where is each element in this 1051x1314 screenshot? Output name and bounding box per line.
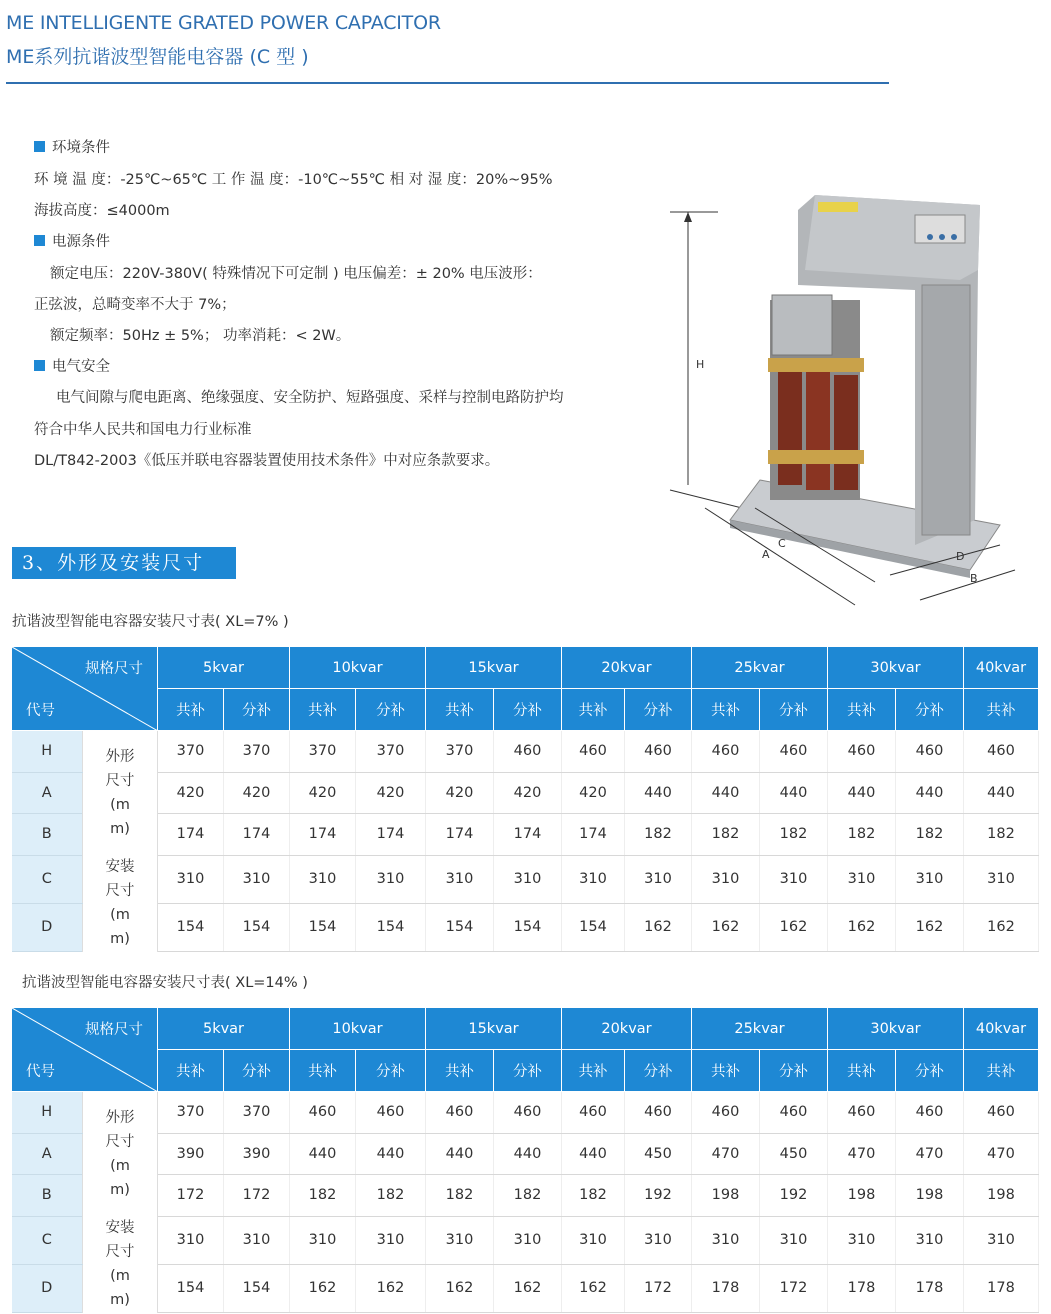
table-cell: 174: [562, 814, 625, 856]
table-cell: 162: [828, 903, 896, 951]
table-cell: 310: [224, 1216, 290, 1264]
table-cell: 178: [896, 1264, 964, 1312]
sub-header-split: 分补: [625, 1050, 692, 1092]
spec-header-5kvar: 5kvar: [158, 1008, 290, 1050]
table-cell: 162: [760, 903, 828, 951]
sub-header-common: 共补: [828, 689, 896, 731]
table-row: [12, 1133, 1039, 1175]
table-cell: 310: [494, 1216, 562, 1264]
sub-header-split: 分补: [494, 1050, 562, 1092]
sub-header-common: 共补: [290, 689, 356, 731]
sub-header-common: 共补: [426, 1050, 494, 1092]
table-cell: 198: [828, 1175, 896, 1217]
table-cell: 370: [224, 731, 290, 773]
title-divider: [6, 82, 889, 84]
table-cell: 460: [494, 1092, 562, 1134]
table-row: [12, 1092, 1039, 1134]
group-outline-size: 外形尺寸(mm): [83, 1092, 158, 1217]
title-chinese: ME系列抗谐波型智能电容器 (C 型 ): [6, 46, 309, 68]
sub-header-split: 分补: [896, 689, 964, 731]
table-cell: 172: [625, 1264, 692, 1312]
table-cell: 310: [625, 1216, 692, 1264]
sub-header-common: 共补: [964, 1050, 1039, 1092]
power-heading: 电源条件: [34, 230, 110, 251]
table-cell: 440: [964, 772, 1039, 814]
table-cell: 440: [426, 1133, 494, 1175]
code-label: 代号: [26, 703, 55, 719]
table-cell: 182: [562, 1175, 625, 1217]
spec-header-5kvar: 5kvar: [158, 647, 290, 689]
table-cell: 154: [158, 903, 224, 951]
table-cell: 172: [760, 1264, 828, 1312]
table-cell: 450: [760, 1133, 828, 1175]
spec-header-30kvar: 30kvar: [828, 647, 964, 689]
table-cell: 370: [158, 731, 224, 773]
sub-header-split: 分补: [494, 689, 562, 731]
spec-header-30kvar: 30kvar: [828, 1008, 964, 1050]
table-cell: 198: [964, 1175, 1039, 1217]
table-cell: 310: [290, 1216, 356, 1264]
sub-header-split: 分补: [760, 689, 828, 731]
safety-heading: 电气安全: [34, 355, 110, 376]
table-cell: 460: [356, 1092, 426, 1134]
table-cell: 440: [896, 772, 964, 814]
spec-header-10kvar: 10kvar: [290, 1008, 426, 1050]
table-cell: 470: [828, 1133, 896, 1175]
table-cell: 162: [692, 903, 760, 951]
table-cell: 174: [426, 814, 494, 856]
spec-header-40kvar: 40kvar: [964, 1008, 1039, 1050]
sub-header-common: 共补: [692, 689, 760, 731]
table-cell: 310: [625, 855, 692, 903]
table-body-xl7: [12, 731, 1039, 952]
table-cell: 162: [494, 1264, 562, 1312]
table-cell: 310: [964, 855, 1039, 903]
table-cell: 440: [625, 772, 692, 814]
table-cell: 174: [158, 814, 224, 856]
safety-line-1: 电气间隙与爬电距离、绝缘强度、安全防护、短路强度、采样与控制电路防护均: [56, 390, 564, 406]
table-cell: 162: [896, 903, 964, 951]
table-cell: 198: [896, 1175, 964, 1217]
spec-header-15kvar: 15kvar: [426, 1008, 562, 1050]
sub-header-split: 分补: [224, 689, 290, 731]
table-cell: 182: [692, 814, 760, 856]
table-row: [12, 903, 1039, 951]
bullet-square-icon: [34, 235, 45, 246]
sub-header-split: 分补: [625, 689, 692, 731]
table-cell: 440: [290, 1133, 356, 1175]
table-cell: 154: [224, 1264, 290, 1312]
table-cell: 370: [356, 731, 426, 773]
env-line-1: 环 境 温 度：-25℃~65℃ 工 作 温 度：-10℃~55℃ 相 对 湿 度：20%~95%: [34, 172, 553, 188]
table-cell: 174: [290, 814, 356, 856]
table-row: [12, 731, 1039, 773]
row-code: D: [12, 1264, 83, 1312]
table-cell: 310: [760, 1216, 828, 1264]
sub-header-split: 分补: [896, 1050, 964, 1092]
table-cell: 310: [896, 1216, 964, 1264]
table-cell: 460: [290, 1092, 356, 1134]
table-cell: 310: [692, 1216, 760, 1264]
table-cell: 310: [158, 1216, 224, 1264]
table-cell: 420: [356, 772, 426, 814]
table-cell: 154: [224, 903, 290, 951]
table-cell: 460: [562, 1092, 625, 1134]
table-cell: 182: [290, 1175, 356, 1217]
table-cell: 460: [760, 1092, 828, 1134]
table-corner-header: [12, 647, 158, 731]
dimension-label-c: C: [778, 537, 786, 550]
table-cell: 182: [828, 814, 896, 856]
table-cell: 440: [356, 1133, 426, 1175]
table-cell: 460: [692, 1092, 760, 1134]
table-cell: 470: [896, 1133, 964, 1175]
table-cell: 178: [692, 1264, 760, 1312]
table-cell: 420: [494, 772, 562, 814]
table-cell: 154: [290, 903, 356, 951]
dimension-label-d: D: [956, 550, 965, 563]
sub-header-common: 共补: [158, 689, 224, 731]
group-outline-size: 外形尺寸(mm): [83, 731, 158, 856]
table-cell: 310: [828, 855, 896, 903]
table-cell: 370: [158, 1092, 224, 1134]
table-cell: 182: [494, 1175, 562, 1217]
table-cell: 154: [356, 903, 426, 951]
code-label: 代号: [26, 1064, 55, 1080]
table-cell: 310: [224, 855, 290, 903]
table-cell: 310: [562, 855, 625, 903]
row-code: B: [12, 814, 83, 856]
spec-header-20kvar: 20kvar: [562, 647, 692, 689]
table-cell: 310: [896, 855, 964, 903]
section-title: 3、外形及安装尺寸: [12, 547, 236, 579]
dimension-label-a: A: [762, 548, 770, 561]
spec-header-15kvar: 15kvar: [426, 647, 562, 689]
table-cell: 310: [158, 855, 224, 903]
spec-header-40kvar: 40kvar: [964, 647, 1039, 689]
table-row: [12, 1216, 1039, 1264]
title-english: ME INTELLIGENTE GRATED POWER CAPACITOR: [6, 12, 441, 34]
table-cell: 450: [625, 1133, 692, 1175]
table-cell: 420: [562, 772, 625, 814]
row-code: C: [12, 855, 83, 903]
spec-size-label: 规格尺寸: [85, 661, 143, 677]
spec-header-25kvar: 25kvar: [692, 647, 828, 689]
table-cell: 370: [290, 731, 356, 773]
sub-header-common: 共补: [290, 1050, 356, 1092]
row-code: A: [12, 772, 83, 814]
table-cell: 440: [562, 1133, 625, 1175]
table-cell: 162: [562, 1264, 625, 1312]
bullet-square-icon: [34, 141, 45, 152]
spec-header-10kvar: 10kvar: [290, 647, 426, 689]
table-cell: 174: [356, 814, 426, 856]
table-cell: 460: [760, 731, 828, 773]
table-cell: 440: [760, 772, 828, 814]
sub-header-split: 分补: [356, 1050, 426, 1092]
table-caption-xl7: 抗谐波型智能电容器安装尺寸表( XL=7% ): [12, 614, 289, 630]
safety-line-2: 符合中华人民共和国电力行业标准: [34, 422, 252, 438]
row-code: A: [12, 1133, 83, 1175]
dimension-table-xl14: [11, 1007, 1039, 1313]
row-code: B: [12, 1175, 83, 1217]
table-cell: 420: [224, 772, 290, 814]
table-cell: 192: [625, 1175, 692, 1217]
sub-header-split: 分补: [760, 1050, 828, 1092]
table-cell: 174: [494, 814, 562, 856]
table-cell: 182: [896, 814, 964, 856]
table-cell: 182: [760, 814, 828, 856]
dimension-label-h: H: [696, 358, 705, 371]
sub-header-common: 共补: [692, 1050, 760, 1092]
table-cell: 198: [692, 1175, 760, 1217]
table-cell: 420: [158, 772, 224, 814]
table-cell: 310: [356, 855, 426, 903]
table-cell: 460: [964, 1092, 1039, 1134]
table-cell: 460: [828, 1092, 896, 1134]
env-line-2: 海拔高度：≤4000m: [34, 203, 170, 219]
row-code: H: [12, 1092, 83, 1134]
table-cell: 440: [828, 772, 896, 814]
table-cell: 390: [224, 1133, 290, 1175]
row-code: D: [12, 903, 83, 951]
dimension-table-xl7: [11, 646, 1039, 952]
table-cell: 440: [494, 1133, 562, 1175]
table-cell: 162: [290, 1264, 356, 1312]
table-cell: 192: [760, 1175, 828, 1217]
row-code: H: [12, 731, 83, 773]
table-cell: 460: [692, 731, 760, 773]
table-row: [12, 814, 1039, 856]
power-line-2: 正弦波，总畸变率不大于 7%；: [34, 297, 236, 313]
table-cell: 460: [625, 1092, 692, 1134]
row-code: C: [12, 1216, 83, 1264]
power-line-3: 额定频率：50Hz ± 5%； 功率消耗：< 2W。: [50, 328, 351, 344]
table-cell: 172: [224, 1175, 290, 1217]
table-cell: 162: [964, 903, 1039, 951]
table-cell: 154: [426, 903, 494, 951]
table-cell: 310: [426, 855, 494, 903]
bullet-square-icon: [34, 360, 45, 371]
table-cell: 162: [625, 903, 692, 951]
table-cell: 460: [896, 731, 964, 773]
table-row: [12, 1264, 1039, 1312]
table-cell: 420: [290, 772, 356, 814]
table-cell: 154: [158, 1264, 224, 1312]
table-cell: 460: [964, 731, 1039, 773]
table-cell: 420: [426, 772, 494, 814]
spec-header-20kvar: 20kvar: [562, 1008, 692, 1050]
table-cell: 154: [494, 903, 562, 951]
table-cell: 172: [158, 1175, 224, 1217]
table-cell: 310: [426, 1216, 494, 1264]
table-corner-header: [12, 1008, 158, 1092]
sub-header-split: 分补: [224, 1050, 290, 1092]
table-cell: 460: [426, 1092, 494, 1134]
table-cell: 460: [625, 731, 692, 773]
table-row: [12, 855, 1039, 903]
group-install-size: 安装尺寸(mm): [83, 855, 158, 951]
table-cell: 310: [494, 855, 562, 903]
table-cell: 182: [625, 814, 692, 856]
spec-size-label: 规格尺寸: [85, 1022, 143, 1038]
table-cell: 460: [494, 731, 562, 773]
table-cell: 310: [760, 855, 828, 903]
table-cell: 182: [964, 814, 1039, 856]
table-cell: 178: [828, 1264, 896, 1312]
dimension-label-b: B: [970, 572, 978, 585]
table-cell: 174: [224, 814, 290, 856]
sub-header-common: 共补: [426, 689, 494, 731]
table-cell: 310: [562, 1216, 625, 1264]
spec-header-25kvar: 25kvar: [692, 1008, 828, 1050]
table-cell: 370: [224, 1092, 290, 1134]
table-cell: 182: [356, 1175, 426, 1217]
table-cell: 470: [692, 1133, 760, 1175]
sub-header-common: 共补: [562, 689, 625, 731]
safety-line-3: DL/T842-2003《低压并联电容器装置使用技术条件》中对应条款要求。: [34, 453, 500, 469]
env-heading: 环境条件: [34, 136, 110, 157]
table-cell: 460: [562, 731, 625, 773]
capacitor-device-illustration: [660, 190, 1020, 615]
table-cell: 310: [828, 1216, 896, 1264]
table-cell: 310: [692, 855, 760, 903]
table-row: [12, 1175, 1039, 1217]
sub-header-common: 共补: [562, 1050, 625, 1092]
table-cell: 310: [356, 1216, 426, 1264]
table-cell: 154: [562, 903, 625, 951]
sub-header-common: 共补: [158, 1050, 224, 1092]
table-cell: 440: [692, 772, 760, 814]
table-cell: 310: [290, 855, 356, 903]
table-cell: 162: [426, 1264, 494, 1312]
table-cell: 182: [426, 1175, 494, 1217]
table-cell: 162: [356, 1264, 426, 1312]
sub-header-split: 分补: [356, 689, 426, 731]
table-cell: 460: [828, 731, 896, 773]
power-line-1: 额定电压：220V-380V( 特殊情况下可定制 ) 电压偏差：± 20% 电压波形：: [50, 266, 542, 282]
table-cell: 390: [158, 1133, 224, 1175]
table-cell: 310: [964, 1216, 1039, 1264]
table-cell: 460: [896, 1092, 964, 1134]
table-caption-xl14: 抗谐波型智能电容器安装尺寸表( XL=14% ): [22, 975, 308, 991]
group-install-size: 安装尺寸(mm): [83, 1216, 158, 1312]
table-cell: 470: [964, 1133, 1039, 1175]
sub-header-common: 共补: [964, 689, 1039, 731]
table-cell: 370: [426, 731, 494, 773]
table-body-xl14: [12, 1092, 1039, 1313]
table-row: [12, 772, 1039, 814]
sub-header-common: 共补: [828, 1050, 896, 1092]
table-cell: 178: [964, 1264, 1039, 1312]
